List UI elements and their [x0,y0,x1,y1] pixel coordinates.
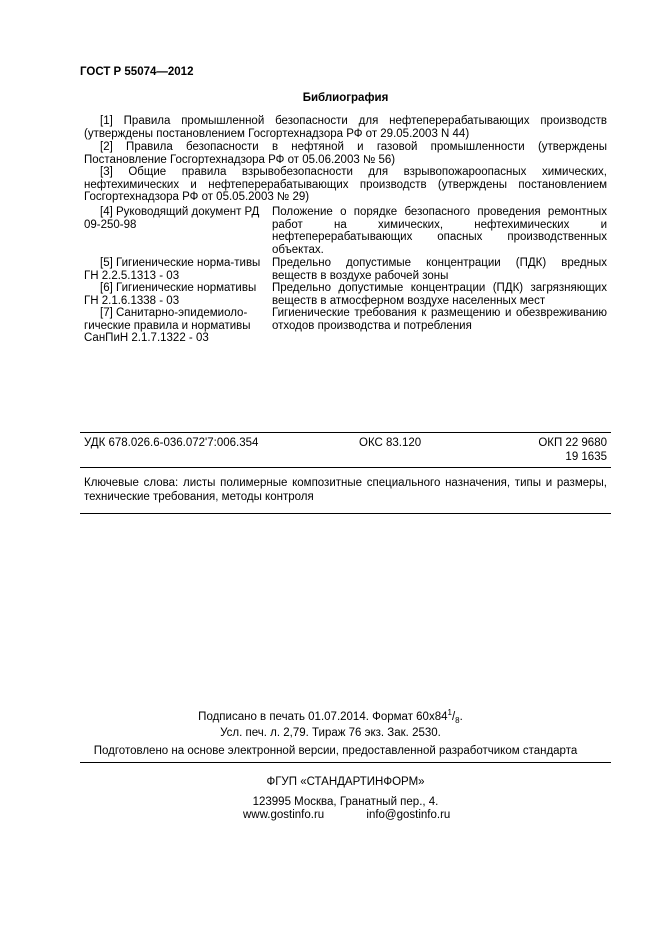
entry-title: Положение о порядке безопасного проведения ремонтных работ на химических, нефтехимических и нефтеперерабатывающих опасных производственных объектах. [272,206,607,256]
entry-document: Гигиенические норма-тивы ГН 2.2.5.1313 - 03 [84,257,261,282]
entry-number: [6] [100,282,113,294]
bibliography-entry-2 [84,141,607,166]
publisher-name: ФГУП «СТАНДАРТИНФОРМ» [266,776,425,788]
entry-number: [3] [100,166,113,178]
entry-document: Санитарно-эпидемиоло-гические правила и нормативы СанПиН 2.1.7.1322 - 03 [84,307,251,345]
entry-number: [1] [100,115,113,127]
entry-number: [5] [100,257,113,269]
entry-number: [4] [100,206,113,218]
signed-for-print: Подписано в печать 01.07.2014. Формат $60x84^1/_8$. [198,708,463,726]
entry-text: Общие правила взрывобезопасности для взрывопожароопасных химических, нефтехимических и нефтеперерабатывающих производств (утверждены постановлением Госгортехнадзора РФ от 05.05.2003 № 29) [84,166,607,204]
entry-title: Предельно допустимые концентрации (ПДК) загрязняющих веществ в атмосферном воздухе населенных мест [272,282,607,307]
divider-bottom [80,513,611,514]
entry-text: Правила безопасности в нефтяной и газовой промышленности (утверждены Постановление Госгортехнадзора РФ от 05.06.2003 № 56) [84,141,607,166]
entry-reference [84,282,264,307]
entry-title: Гигиенические требования к размещению и обезвреживанию отходов производства и потребления [272,307,607,332]
signed-text: Подписано в печать 01.07.2014. Формат 60x84 [198,710,448,723]
divider-top [80,432,611,433]
entry-reference [84,307,264,345]
imprint-divider [80,762,611,763]
bibliography-entry-3 [84,166,607,204]
entry-number: [7] [100,307,113,319]
prepared-note: Подготовлено на основе электронной версии, предоставленной разработчиком стандарта [93,745,578,757]
entry-reference [84,257,264,282]
entry-number: [2] [100,141,113,153]
email-link[interactable]: info@gostinfo.ru [366,809,451,821]
udk-code: УДК 678.026.6-036.072'7:006.354 [84,437,259,449]
standard-code: ГОСТ Р 55074—2012 [80,66,194,78]
print-info: Усл. печ. л. 2,79. Тираж 76 экз. Зак. 2530. [220,727,441,739]
format-numerator: 1 [447,708,452,717]
format-denominator: 8 [455,716,460,726]
contact-row [243,809,450,821]
publisher-address: 123995 Москва, Гранатный пер., 4. [252,796,439,808]
divider-middle [80,467,611,468]
entry-reference [84,206,264,231]
oks-code: ОКС 83.120 [359,437,422,449]
bibliography-entry-1 [84,115,607,140]
entry-text: Правила промышленной безопасности для нефтеперерабатывающих производств (утверждены постановлением Госгортехнадзора РФ от 29.05.2003 N 44) [84,115,607,140]
website-link[interactable]: www.gostinfo.ru [243,809,325,821]
bibliography-title: Библиография [302,92,389,104]
okp-code: ОКП 22 9680 [538,437,607,449]
entry-document: Руководящий документ РД 09-250-98 [84,206,260,231]
signed-suffix: . [459,710,463,723]
okp-code-continued: 19 1635 [565,451,607,463]
keywords: Ключевые слова: листы полимерные композитные специального назначения, типы и размеры, технические требования, методы контроля [84,477,607,503]
entry-document: Гигиенические нормативы ГН 2.1.6.1338 - 03 [84,282,257,307]
entry-title: Предельно допустимые концентрации (ПДК) вредных веществ в воздухе рабочей зоны [272,257,607,282]
